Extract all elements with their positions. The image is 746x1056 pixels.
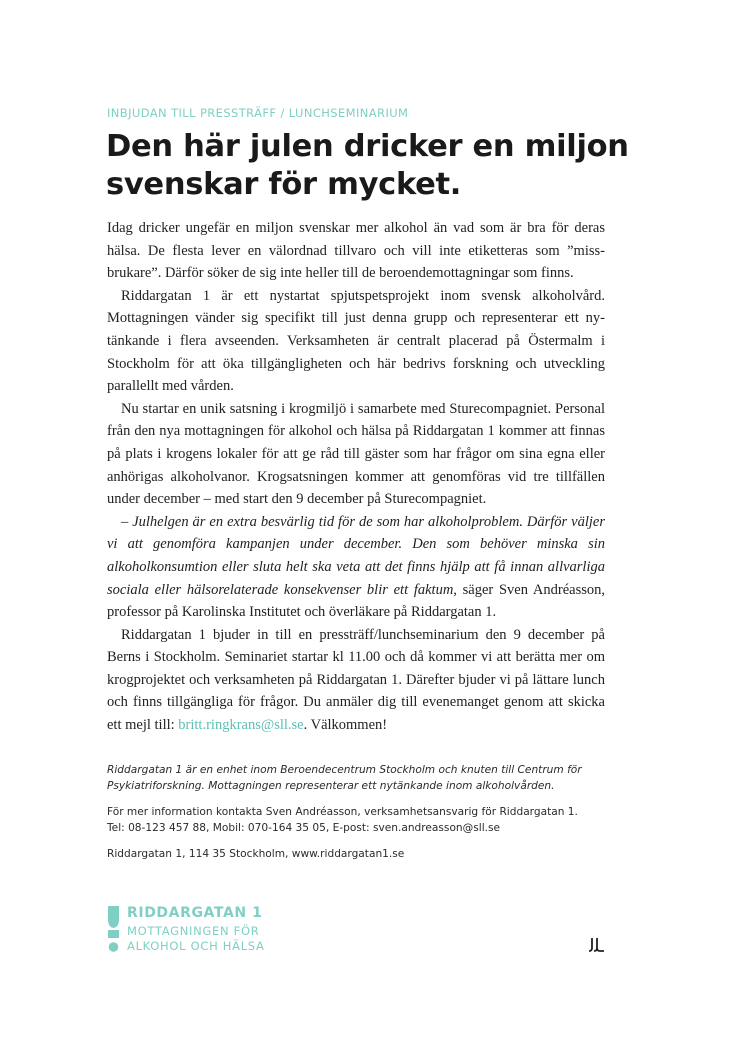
paragraph-about-clinic: Riddargatan 1 är ett nystartat spjutspetsprojekt inom svensk alkoholvård. Mottagningen vänder sig specifikt till just denna grupp och representerar ett nytänkande i flera avseenden. Verksamheten är centralt placerad på Östermalm i Stockholm för att öka tillgängligheten och här bedrivs forskning och utveckling parallellt med vården. [107, 287, 605, 395]
bottle-glass-icon [107, 906, 121, 952]
contact-info [107, 804, 617, 836]
riddargatan-logo [107, 905, 367, 955]
body-text [107, 217, 605, 737]
invitation-closing: . Välkommen! [303, 717, 388, 734]
contact-line-2: Tel: 08-123 457 88, Mobil: 070-164 35 05, E-post: sven.andreasson@sll.se [107, 822, 501, 834]
paragraph-invitation [107, 624, 605, 737]
contact-line-1: För mer information kontakta Sven Andréasson, verksamhetsansvarig för Riddargatan 1. [107, 806, 578, 818]
logo-tagline-1: MOTTAGNINGEN FÖR [127, 924, 260, 938]
kicker-label: INBJUDAN TILL PRESSTRÄFF / LUNCHSEMINARIUM [107, 106, 409, 120]
address-line: Riddargatan 1, 114 35 Stockholm, www.riddargatan1.se [107, 848, 405, 860]
headline: Den här julen dricker en miljon svenskar för mycket. [106, 129, 629, 202]
logo-name: RIDDARGATAN 1 [127, 905, 263, 921]
footer-notes [107, 762, 617, 872]
quote-attribution: , säger Sven Andréasson, professor på Karolinska Institutet och överläkare på Riddargatan 1. [107, 581, 605, 621]
paragraph-intro: Idag dricker ungefär en miljon svenskar mer alkohol än vad som är bra för deras hälsa. De flesta lever en välordnad tillvaro och vill inte etiketteras som ”missbrukare”. Därför söker de sig inte heller till de beroendemottagningar som finns. [107, 220, 605, 282]
about-note: Riddargatan 1 är en enhet inom Beroendecentrum Stockholm och knuten till Centrum för Psykiatriforskning. Mottagningen representerar ett nytänkande inom alkoholvården. [107, 764, 582, 792]
sll-logo-icon [588, 937, 606, 953]
quote-text: – Julhelgen är en extra besvärlig tid för de som har alkoholproblem. Därför väljer vi att genomföra kampanjen under december. Den som behöver minska sin alkoholkonsumtion eller sluta helt ska veta att det finns hjälp att få innan allvarliga sociala eller hälsorelaterade konsekvenser blir ett faktum [107, 513, 605, 598]
invitation-text: Riddargatan 1 bjuder in till en pressträff/lunchseminarium den 9 december på Berns i Stockholm. Seminariet startar kl 11.00 och då kommer vi att berätta mer om krogprojektet och verksamheten på Riddargatan 1. Därefter bjuder vi på lättare lunch och finns tillgängliga för frågor. Du anmäler dig till evenemanget genom att skicka ett mejl till: [107, 626, 605, 734]
email-link[interactable]: britt.ringkrans@sll.se [178, 717, 304, 734]
paragraph-campaign: Nu startar en unik satsning i krogmiljö i samarbete med Sturecompagniet. Personal från den nya mottagningen för alkohol och hälsa på Riddargatan 1 kommer att finnas på plats i krogens lokaler för att ge råd till gäster som har frågor om sina egna eller anhörigas alkoholvanor. Krogsatsningen kommer att genomföras vid tre tillfällen under december – med start den 9 december på Sturecompagniet. [107, 400, 605, 508]
logo-tagline-2: ALKOHOL OCH HÄLSA [127, 939, 265, 953]
paragraph-quote [107, 511, 605, 624]
